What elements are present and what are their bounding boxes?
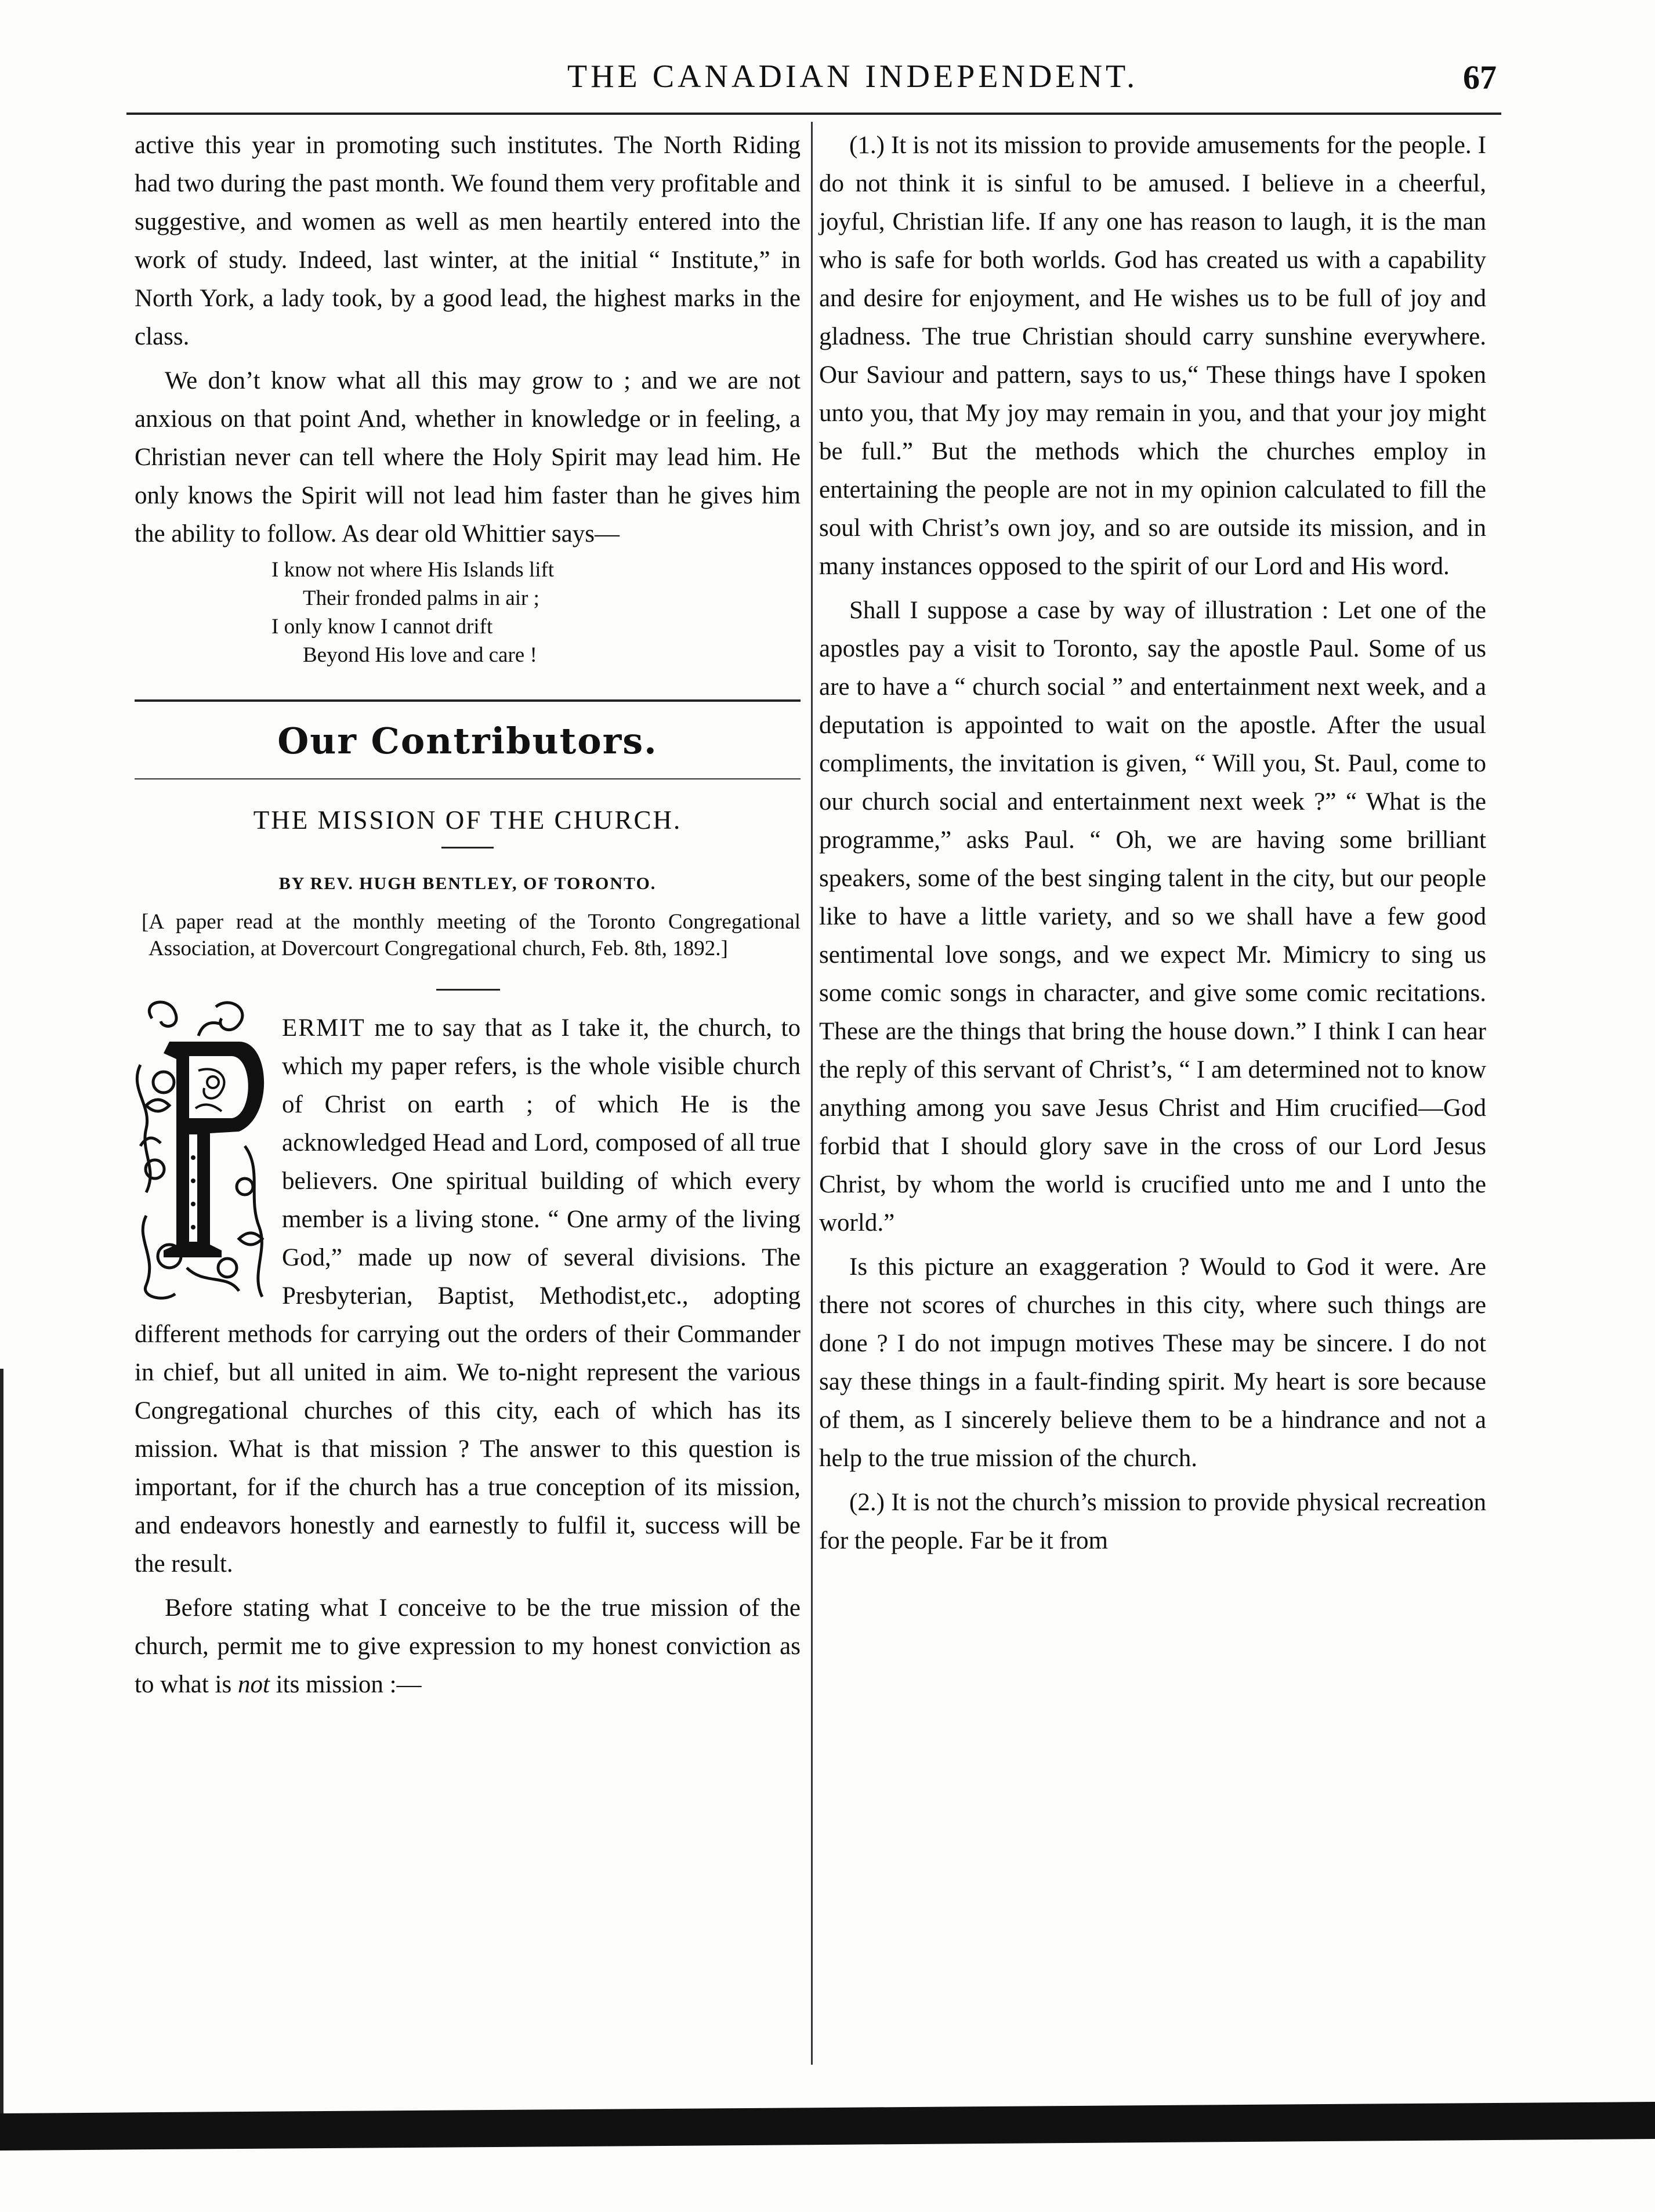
- section-heading: Our Contributors.: [277, 720, 658, 762]
- scan-edge-shadow: [0, 1369, 3, 2123]
- exaggeration-paragraph: Is this picture an exaggeration ? Would to God it were. Are there not scores of churches in this city, where such things are done ? I do not impugn motives These may be sincere. I do not say these things in a fault-finding spirit. My heart is sore because of them, as I sincerely believe them to be a hindrance and not a help to the true mission of the church.: [819, 1253, 1486, 1472]
- poem: [135, 556, 801, 669]
- poem-line: I know not where His Islands lift: [271, 558, 555, 582]
- title-rule: [441, 847, 494, 848]
- poem-line: I only know I cannot drift: [271, 615, 493, 639]
- running-header-title: THE CANADIAN INDEPENDENT.: [567, 59, 1139, 95]
- editorial-note: [A paper read at the monthly meeting of the Toronto Congregational Association, at Dovercourt Congregational church, Feb. 8th, 1892.]: [142, 910, 801, 960]
- amusements-paragraph: (1.) It is not its mission to provide amusements for the people. I do not think it is sinful to be amused. I believe in a cheerful, joyful, Christian life. If any one has reason to laugh, it is the man who is safe for both worlds. God has created us with a capability and desire for enjoyment, and He wishes us to be full of joy and gladness. The true Christian should carry sunshine everywhere. Our Saviour and pattern, says to us,“ These things have I spoken unto you, that My joy may remain in you, and that your joy might be full.” But the methods which the churches employ in entertaining the people are not in my opinion calculated to fill the soul with Christ’s own joy, and so are outside its mission, and in many instances opposed to the spirit of our Lord and His word.: [819, 132, 1486, 580]
- left-column: [135, 126, 801, 1704]
- recreation-paragraph: (2.) It is not the church’s mission to provide physical recreation for the people. Far be it from: [819, 1489, 1486, 1554]
- article-title: THE MISSION OF THE CHURCH.: [253, 806, 682, 835]
- before-stating-paragraph: [135, 1589, 801, 1704]
- byline: BY REV. HUGH BENTLEY, OF TORONTO.: [278, 874, 657, 893]
- intro-paragraph: active this year in promoting such institutes. The North Riding had two during the past month. We found them very profitable and suggestive, and women as well as men heartily entered into the work of study. Indeed, last winter, at the initial “ Institute,” in North York, a lady took, by a good lead, the highest marks in the class.: [135, 132, 801, 350]
- whittier-paragraph: We don’t know what all this may grow to ; and we are not anxious on that point And, whether in knowledge or in feeling, a Christian never can tell where the Holy Spirit may lead him. He only knows the Spirit will not lead him faster than he gives him the ability to follow. As dear old Whittier says—: [135, 367, 801, 547]
- section-rule: [135, 699, 801, 702]
- header-rule: [126, 113, 1501, 115]
- illustration-paragraph: Shall I suppose a case by way of illustration : Let one of the apostles pay a visit to Toronto, say the apostle Paul. Some of us are to have a “ church social ” and entertainment next week, and a deputation is appointed to wait on the apostle. After the usual compliments, the invitation is given, “ Will you, St. Paul, come to our church social and entertainment next week ?” “ What is the programme,” asks Paul. “ Oh, we are having some brilliant speakers, some of the best singing talent in the city, but our people like to have a little variety, and so we shall have a few good sentimental love songs, and we expect Mr. Mimicry to sing us some comic songs in character, and give some comic recitations. These are the things that bring the house down.” I think I can hear the reply of this servant of Christ’s, “ I am determined not to know anything among you save Jesus Christ and Him crucified—God forbid that I should glory save in the cross of our Lord Jesus Christ, by whom the world is crucified unto me and I unto the world.”: [819, 597, 1486, 1236]
- opening-text: me to say that as I take it, the church, to which my paper refers, is the whole visible church of Christ on earth ; of which He is the acknowledged Head and Lord, composed of all true believers. One spiritual building of which every member is a living stone. “ One army of the living God,” made up now of several divisions. The Presbyterian, Baptist, Methodist,etc., adopting different methods for carrying out the orders of their Commander in chief, but all united in aim. We to-night represent the various Congregational churches of this city, each of which has its mission. What is that mission ? The answer to this question is important, for if the church has a true conception of its mission, and endeavors honestly and earnestly to fulfil it, success will be the result.: [135, 1014, 801, 1578]
- ornate-floral-initial-icon: [129, 995, 274, 1308]
- opening-caps: ERMIT: [282, 1014, 365, 1042]
- right-column: [819, 126, 1486, 1560]
- scan-bottom-shadow: [0, 2102, 1655, 2151]
- column-divider: [811, 122, 813, 2065]
- before-stating-end: its mission :—: [269, 1671, 422, 1698]
- section-rule-thin: [135, 778, 801, 779]
- opening-block: [135, 1009, 801, 1583]
- emphasis-not: not: [237, 1671, 270, 1698]
- before-stating-text: Before stating what I conceive to be the true mission of the church, permit me to give expression to my honest conviction as to what is: [135, 1594, 801, 1698]
- page-number: 67: [1463, 59, 1497, 96]
- note-rule: [436, 989, 500, 991]
- poem-line: Beyond His love and care !: [303, 643, 537, 667]
- poem-line: Their fronded palms in air ;: [303, 586, 539, 610]
